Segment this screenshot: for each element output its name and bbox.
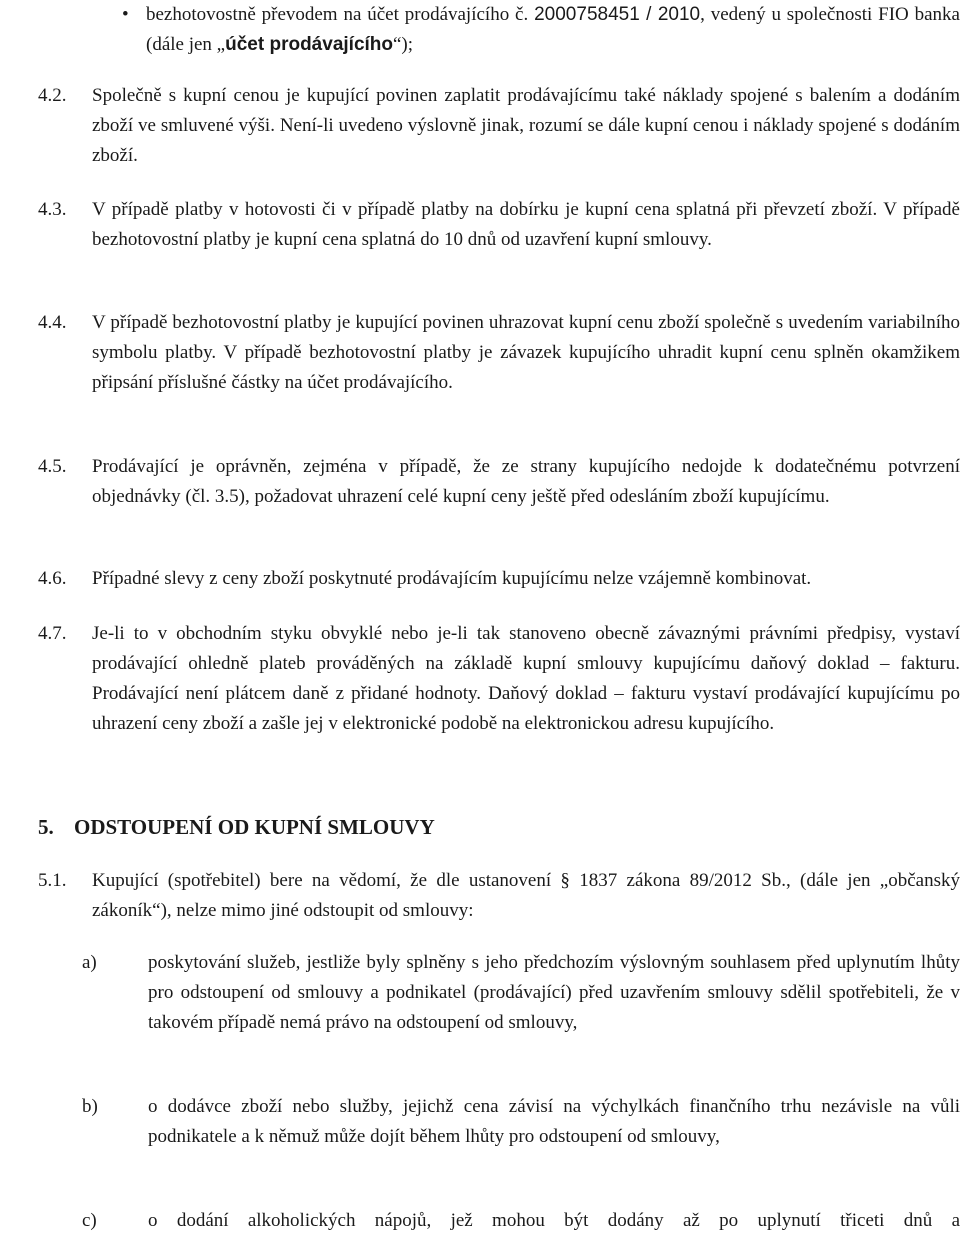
list-item-text: poskytování služeb, jestliže byly splněny s jeho předchozím výslovným souhlasem před uplynutím lhůty pro odstoupení od smlouvy a podnikatel (prodávající) před uzavřením smlouvy sdělil spotřebiteli, že v takovém případě nemá právo na odstoupení od smlouvy, (148, 952, 960, 1033)
payment-bullet (122, 0, 960, 60)
clause-4-5 (38, 452, 960, 512)
list-item (82, 1092, 960, 1152)
section-number: 5. (38, 815, 54, 839)
bold-term: účet prodávajícího (225, 34, 393, 55)
section-heading (38, 812, 435, 842)
list-item-text: o dodání alkoholických nápojů, jež mohou být dodány až po uplynutí třiceti dnů a (148, 1210, 960, 1231)
list-item-letter: a) (82, 952, 97, 973)
bullet-text-middle: , vedený u společnosti FIO banka (dále jen „ (146, 4, 960, 55)
bank-account-number: 2000758451 / 2010 (534, 4, 701, 25)
clause-text: Společně s kupní cenou je kupující povinen zaplatit prodávajícímu také náklady spojené s balením a dodáním zboží ve smluvené výši. Není-li uvedeno výslovně jinak, rozumí se dále kupní cenou i náklady spojené s dodáním zboží. (92, 85, 960, 166)
list-item-letter: b) (82, 1096, 98, 1117)
clause-text: Je-li to v obchodním styku obvyklé nebo je-li tak stanoveno obecně závaznými právními předpisy, vystaví prodávající ohledně plateb prováděných na základě kupní smlouvy kupujícímu daňový doklad – fakturu. Prodávající není plátcem daně z přidané hodnoty. Daňový doklad – fakturu vystaví prodávající kupujícímu po uhrazení ceny zboží a zašle jej v elektronické podobě na elektronickou adresu kupujícího. (92, 623, 960, 734)
clause-text: Kupující (spotřebitel) bere na vědomí, že dle ustanovení § 1837 zákona 89/2012 Sb., (dále jen „občanský zákoník“), nelze mimo jiné odstoupit od smlouvy: (92, 870, 960, 921)
clause-4-6 (38, 564, 960, 594)
clause-number: 4.7. (38, 623, 67, 644)
bullet-text-prefix: bezhotovostně převodem na účet prodávajícího č. (146, 4, 535, 25)
clause-4-3 (38, 195, 960, 255)
clause-text: Prodávající je oprávněn, zejména v případě, že ze strany kupujícího nedojde k dodatečnému potvrzení objednávky (čl. 3.5), požadovat uhrazení celé kupní ceny ještě před odesláním zboží kupujícímu. (92, 456, 960, 507)
clause-number: 4.6. (38, 568, 67, 589)
clause-number: 4.4. (38, 312, 67, 333)
list-item (82, 948, 960, 1038)
clause-4-7 (38, 619, 960, 739)
list-item-text: o dodávce zboží nebo služby, jejichž cena závisí na výchylkách finančního trhu nezávisle na vůli podnikatele a k němuž může dojít během lhůty pro odstoupení od smlouvy, (148, 1096, 960, 1147)
clause-text: V případě bezhotovostní platby je kupující povinen uhrazovat kupní cenu zboží společně s uvedením variabilního symbolu platby. V případě bezhotovostní platby je závazek kupujícího uhradit kupní cenu splněn okamžikem připsání příslušné částky na účet prodávajícího. (92, 312, 960, 393)
clause-number: 5.1. (38, 870, 67, 891)
list-item (82, 1206, 960, 1236)
bullet-text (146, 0, 960, 60)
section-title: ODSTOUPENÍ OD KUPNÍ SMLOUVY (74, 815, 435, 839)
clause-5-1 (38, 866, 960, 926)
clause-text: Případné slevy z ceny zboží poskytnuté prodávajícím kupujícímu nelze vzájemně kombinovat. (92, 568, 812, 589)
bullet-text-suffix: “); (393, 34, 414, 55)
clause-text: V případě platby v hotovosti či v případě platby na dobírku je kupní cena splatná při převzetí zboží. V případě bezhotovostní platby je kupní cena splatná do 10 dnů od uzavření kupní smlouvy. (92, 199, 960, 250)
bullet-mark: • (122, 4, 129, 25)
clause-number: 4.2. (38, 85, 67, 106)
list-item-letter: c) (82, 1210, 97, 1231)
clause-4-2 (38, 81, 960, 171)
clause-4-4 (38, 308, 960, 398)
clause-number: 4.3. (38, 199, 67, 220)
clause-number: 4.5. (38, 456, 67, 477)
